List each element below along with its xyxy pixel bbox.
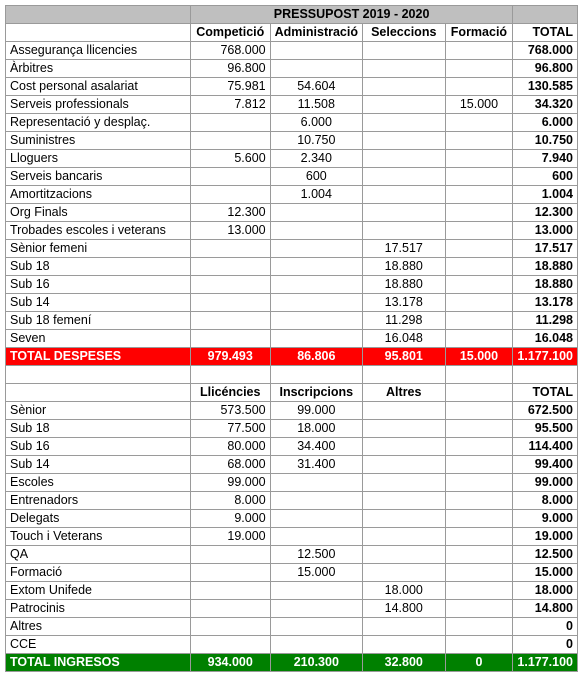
income-cell: 8.000 [190, 492, 270, 510]
expenses-header-blank [6, 24, 191, 42]
expenses-cell: 768.000 [190, 42, 270, 60]
income-cell [363, 438, 446, 456]
income-cell: 8.000 [513, 492, 578, 510]
expenses-row-label: Sub 18 femení [6, 312, 191, 330]
expenses-cell [190, 294, 270, 312]
income-row [6, 582, 578, 600]
expenses-row-label: Sub 18 [6, 258, 191, 276]
income-cell [445, 618, 513, 636]
expenses-cell [445, 276, 513, 294]
expenses-cell [270, 222, 362, 240]
income-cell [270, 474, 362, 492]
income-row [6, 492, 578, 510]
expenses-cell [190, 168, 270, 186]
expenses-cell [270, 204, 362, 222]
income-cell: 99.000 [270, 402, 362, 420]
income-cell [363, 492, 446, 510]
income-cell [445, 564, 513, 582]
expenses-cell [445, 330, 513, 348]
income-column-header: Inscripcions [270, 384, 362, 402]
income-cell [190, 546, 270, 564]
income-cell [270, 510, 362, 528]
expenses-cell [363, 96, 446, 114]
income-cell: 0 [513, 636, 578, 654]
expenses-row-label: Trobades escoles i veterans [6, 222, 191, 240]
expenses-cell: 1.004 [513, 186, 578, 204]
expenses-column-header: Seleccions [363, 24, 446, 42]
title-blank-cell [513, 6, 578, 24]
income-cell: 14.800 [363, 600, 446, 618]
income-cell: 9.000 [190, 510, 270, 528]
income-row [6, 456, 578, 474]
expenses-cell [190, 132, 270, 150]
income-cell: 99.000 [513, 474, 578, 492]
income-cell [445, 528, 513, 546]
income-total-cell: 32.800 [363, 654, 446, 672]
expenses-cell [270, 294, 362, 312]
income-cell [270, 528, 362, 546]
separator-cell [6, 366, 191, 384]
income-cell: 80.000 [190, 438, 270, 456]
income-cell [363, 528, 446, 546]
income-cell: 9.000 [513, 510, 578, 528]
budget-table [5, 5, 578, 672]
income-cell: 19.000 [190, 528, 270, 546]
expenses-row [6, 240, 578, 258]
expenses-cell: 12.300 [190, 204, 270, 222]
expenses-cell: 5.600 [190, 150, 270, 168]
income-row [6, 510, 578, 528]
expenses-cell: 7.812 [190, 96, 270, 114]
expenses-row-label: Cost personal asalariat [6, 78, 191, 96]
expenses-cell [190, 276, 270, 294]
income-cell: 31.400 [270, 456, 362, 474]
income-cell [363, 474, 446, 492]
expenses-cell: 18.880 [513, 258, 578, 276]
expenses-row-label: Sub 16 [6, 276, 191, 294]
expenses-row-label: Assegurança llicencies [6, 42, 191, 60]
title-row [6, 6, 578, 24]
income-cell: 68.000 [190, 456, 270, 474]
expenses-cell [445, 60, 513, 78]
expenses-cell: 17.517 [513, 240, 578, 258]
income-cell [270, 582, 362, 600]
income-cell: 0 [513, 618, 578, 636]
income-total-cell: 210.300 [270, 654, 362, 672]
income-row-label: Formació [6, 564, 191, 582]
income-cell [190, 618, 270, 636]
expenses-row [6, 258, 578, 276]
income-cell [190, 582, 270, 600]
expenses-column-header: Administració [270, 24, 362, 42]
income-row-label: Sub 16 [6, 438, 191, 456]
income-row-label: Escoles [6, 474, 191, 492]
expenses-cell: 10.750 [270, 132, 362, 150]
expenses-cell: 13.178 [363, 294, 446, 312]
expenses-cell [445, 150, 513, 168]
expenses-row [6, 294, 578, 312]
expenses-cell: 11.298 [363, 312, 446, 330]
expenses-row [6, 204, 578, 222]
expenses-cell [270, 258, 362, 276]
income-header-blank [6, 384, 191, 402]
expenses-cell: 13.178 [513, 294, 578, 312]
income-row [6, 402, 578, 420]
income-header-row [6, 384, 578, 402]
income-row-label: Altres [6, 618, 191, 636]
income-row [6, 474, 578, 492]
expenses-total-cell: 95.801 [363, 348, 446, 366]
expenses-cell: 13.000 [190, 222, 270, 240]
expenses-row-label: Sub 14 [6, 294, 191, 312]
expenses-cell: 96.800 [190, 60, 270, 78]
expenses-cell [445, 114, 513, 132]
income-row-label: Touch i Veterans [6, 528, 191, 546]
income-row [6, 564, 578, 582]
expenses-cell [363, 222, 446, 240]
expenses-cell: 18.880 [513, 276, 578, 294]
income-total-row [6, 654, 578, 672]
expenses-total-row [6, 348, 578, 366]
income-cell [190, 564, 270, 582]
income-row [6, 420, 578, 438]
expenses-cell: 600 [513, 168, 578, 186]
income-cell [445, 456, 513, 474]
expenses-row [6, 186, 578, 204]
expenses-total-cell: 1.177.100 [513, 348, 578, 366]
income-cell [445, 492, 513, 510]
expenses-cell: 18.880 [363, 258, 446, 276]
separator-cell [445, 366, 513, 384]
expenses-row-label: Amortitzacions [6, 186, 191, 204]
expenses-row [6, 276, 578, 294]
expenses-cell [445, 186, 513, 204]
expenses-row [6, 132, 578, 150]
expenses-cell: 54.604 [270, 78, 362, 96]
income-cell [445, 438, 513, 456]
income-cell: 18.000 [513, 582, 578, 600]
expenses-cell [270, 60, 362, 78]
expenses-cell: 1.004 [270, 186, 362, 204]
income-cell: 672.500 [513, 402, 578, 420]
expenses-cell [190, 186, 270, 204]
income-row [6, 636, 578, 654]
expenses-total-cell: 86.806 [270, 348, 362, 366]
expenses-cell: 17.517 [363, 240, 446, 258]
budget-table-body [6, 6, 578, 672]
income-cell [363, 510, 446, 528]
expenses-header-row [6, 24, 578, 42]
expenses-cell [190, 258, 270, 276]
income-cell [270, 618, 362, 636]
expenses-cell [445, 42, 513, 60]
expenses-cell: 768.000 [513, 42, 578, 60]
expenses-cell: 75.981 [190, 78, 270, 96]
expenses-row [6, 168, 578, 186]
expenses-row-label: Serveis bancaris [6, 168, 191, 186]
expenses-row-label: Representació y desplaç. [6, 114, 191, 132]
expenses-total-label: TOTAL DESPESES [6, 348, 191, 366]
title-blank-cell [6, 6, 191, 24]
income-cell [363, 564, 446, 582]
expenses-cell [445, 78, 513, 96]
income-column-header [445, 384, 513, 402]
income-cell: 99.400 [513, 456, 578, 474]
expenses-cell: 11.298 [513, 312, 578, 330]
expenses-cell [445, 258, 513, 276]
income-row [6, 438, 578, 456]
expenses-cell [270, 330, 362, 348]
income-cell [190, 600, 270, 618]
expenses-cell [190, 330, 270, 348]
income-cell [445, 636, 513, 654]
income-cell [270, 492, 362, 510]
income-column-header: TOTAL [513, 384, 578, 402]
expenses-row [6, 330, 578, 348]
income-cell: 12.500 [513, 546, 578, 564]
separator-cell [190, 366, 270, 384]
separator-cell [363, 366, 446, 384]
expenses-column-header: Competició [190, 24, 270, 42]
separator-row [6, 366, 578, 384]
expenses-cell [363, 186, 446, 204]
expenses-cell [190, 240, 270, 258]
expenses-cell: 130.585 [513, 78, 578, 96]
expenses-cell: 16.048 [513, 330, 578, 348]
separator-cell [513, 366, 578, 384]
expenses-row-label: Lloguers [6, 150, 191, 168]
income-row-label: Sub 18 [6, 420, 191, 438]
income-cell [445, 402, 513, 420]
expenses-total-cell: 979.493 [190, 348, 270, 366]
expenses-cell [363, 114, 446, 132]
income-cell: 18.000 [270, 420, 362, 438]
expenses-cell [363, 204, 446, 222]
separator-cell [270, 366, 362, 384]
expenses-cell [445, 204, 513, 222]
expenses-cell [445, 294, 513, 312]
income-row-label: CCE [6, 636, 191, 654]
expenses-cell: 18.880 [363, 276, 446, 294]
income-row-label: Extom Unifede [6, 582, 191, 600]
income-total-cell: 0 [445, 654, 513, 672]
expenses-row [6, 114, 578, 132]
expenses-cell [363, 78, 446, 96]
income-cell: 99.000 [190, 474, 270, 492]
income-total-cell: 934.000 [190, 654, 270, 672]
expenses-row [6, 60, 578, 78]
income-row-label: QA [6, 546, 191, 564]
expenses-cell: 11.508 [270, 96, 362, 114]
income-total-cell: 1.177.100 [513, 654, 578, 672]
expenses-row [6, 312, 578, 330]
expenses-cell: 96.800 [513, 60, 578, 78]
income-cell [445, 600, 513, 618]
income-row [6, 600, 578, 618]
income-cell: 114.400 [513, 438, 578, 456]
expenses-cell [445, 132, 513, 150]
income-cell [445, 420, 513, 438]
expenses-cell [270, 42, 362, 60]
income-cell [270, 600, 362, 618]
expenses-cell: 2.340 [270, 150, 362, 168]
income-row-label: Delegats [6, 510, 191, 528]
income-row-label: Entrenadors [6, 492, 191, 510]
income-cell: 15.000 [513, 564, 578, 582]
income-cell [363, 618, 446, 636]
expenses-row-label: Àrbitres [6, 60, 191, 78]
expenses-cell [270, 276, 362, 294]
expenses-column-header: TOTAL [513, 24, 578, 42]
income-cell [363, 456, 446, 474]
income-cell [363, 402, 446, 420]
income-total-label: TOTAL INGRESOS [6, 654, 191, 672]
expenses-cell: 16.048 [363, 330, 446, 348]
expenses-row [6, 96, 578, 114]
expenses-cell: 6.000 [270, 114, 362, 132]
income-cell [445, 546, 513, 564]
expenses-cell [363, 168, 446, 186]
income-cell [270, 636, 362, 654]
income-row [6, 528, 578, 546]
income-column-header: Altres [363, 384, 446, 402]
income-cell: 19.000 [513, 528, 578, 546]
income-cell: 95.500 [513, 420, 578, 438]
expenses-cell [190, 312, 270, 330]
expenses-cell: 7.940 [513, 150, 578, 168]
income-cell [363, 420, 446, 438]
expenses-row [6, 42, 578, 60]
income-row-label: Sènior [6, 402, 191, 420]
expenses-cell [270, 240, 362, 258]
expenses-total-cell: 15.000 [445, 348, 513, 366]
income-row [6, 546, 578, 564]
income-cell [190, 636, 270, 654]
expenses-row-label: Org Finals [6, 204, 191, 222]
expenses-row-label: Serveis professionals [6, 96, 191, 114]
income-cell: 14.800 [513, 600, 578, 618]
income-cell: 18.000 [363, 582, 446, 600]
expenses-row [6, 78, 578, 96]
income-cell: 77.500 [190, 420, 270, 438]
income-cell: 573.500 [190, 402, 270, 420]
expenses-row-label: Sènior femeni [6, 240, 191, 258]
income-cell [445, 474, 513, 492]
expenses-row-label: Seven [6, 330, 191, 348]
income-cell [363, 546, 446, 564]
expenses-cell [363, 42, 446, 60]
expenses-cell [270, 312, 362, 330]
expenses-cell: 12.300 [513, 204, 578, 222]
expenses-column-header: Formació [445, 24, 513, 42]
expenses-cell: 6.000 [513, 114, 578, 132]
expenses-cell [363, 60, 446, 78]
expenses-row [6, 150, 578, 168]
income-row-label: Sub 14 [6, 456, 191, 474]
expenses-cell [445, 240, 513, 258]
expenses-row-label: Suministres [6, 132, 191, 150]
expenses-cell [445, 168, 513, 186]
income-cell: 12.500 [270, 546, 362, 564]
expenses-cell: 600 [270, 168, 362, 186]
income-row-label: Patrocinis [6, 600, 191, 618]
expenses-cell [445, 312, 513, 330]
expenses-cell [190, 114, 270, 132]
expenses-cell: 13.000 [513, 222, 578, 240]
expenses-cell: 10.750 [513, 132, 578, 150]
income-cell [363, 636, 446, 654]
income-row [6, 618, 578, 636]
income-cell [445, 510, 513, 528]
expenses-cell [445, 222, 513, 240]
income-cell: 34.400 [270, 438, 362, 456]
expenses-cell: 15.000 [445, 96, 513, 114]
expenses-cell [363, 132, 446, 150]
expenses-row [6, 222, 578, 240]
expenses-cell [363, 150, 446, 168]
expenses-cell: 34.320 [513, 96, 578, 114]
income-cell [445, 582, 513, 600]
income-cell: 15.000 [270, 564, 362, 582]
income-column-header: Llicéncies [190, 384, 270, 402]
page-title: PRESSUPOST 2019 - 2020 [190, 6, 513, 24]
